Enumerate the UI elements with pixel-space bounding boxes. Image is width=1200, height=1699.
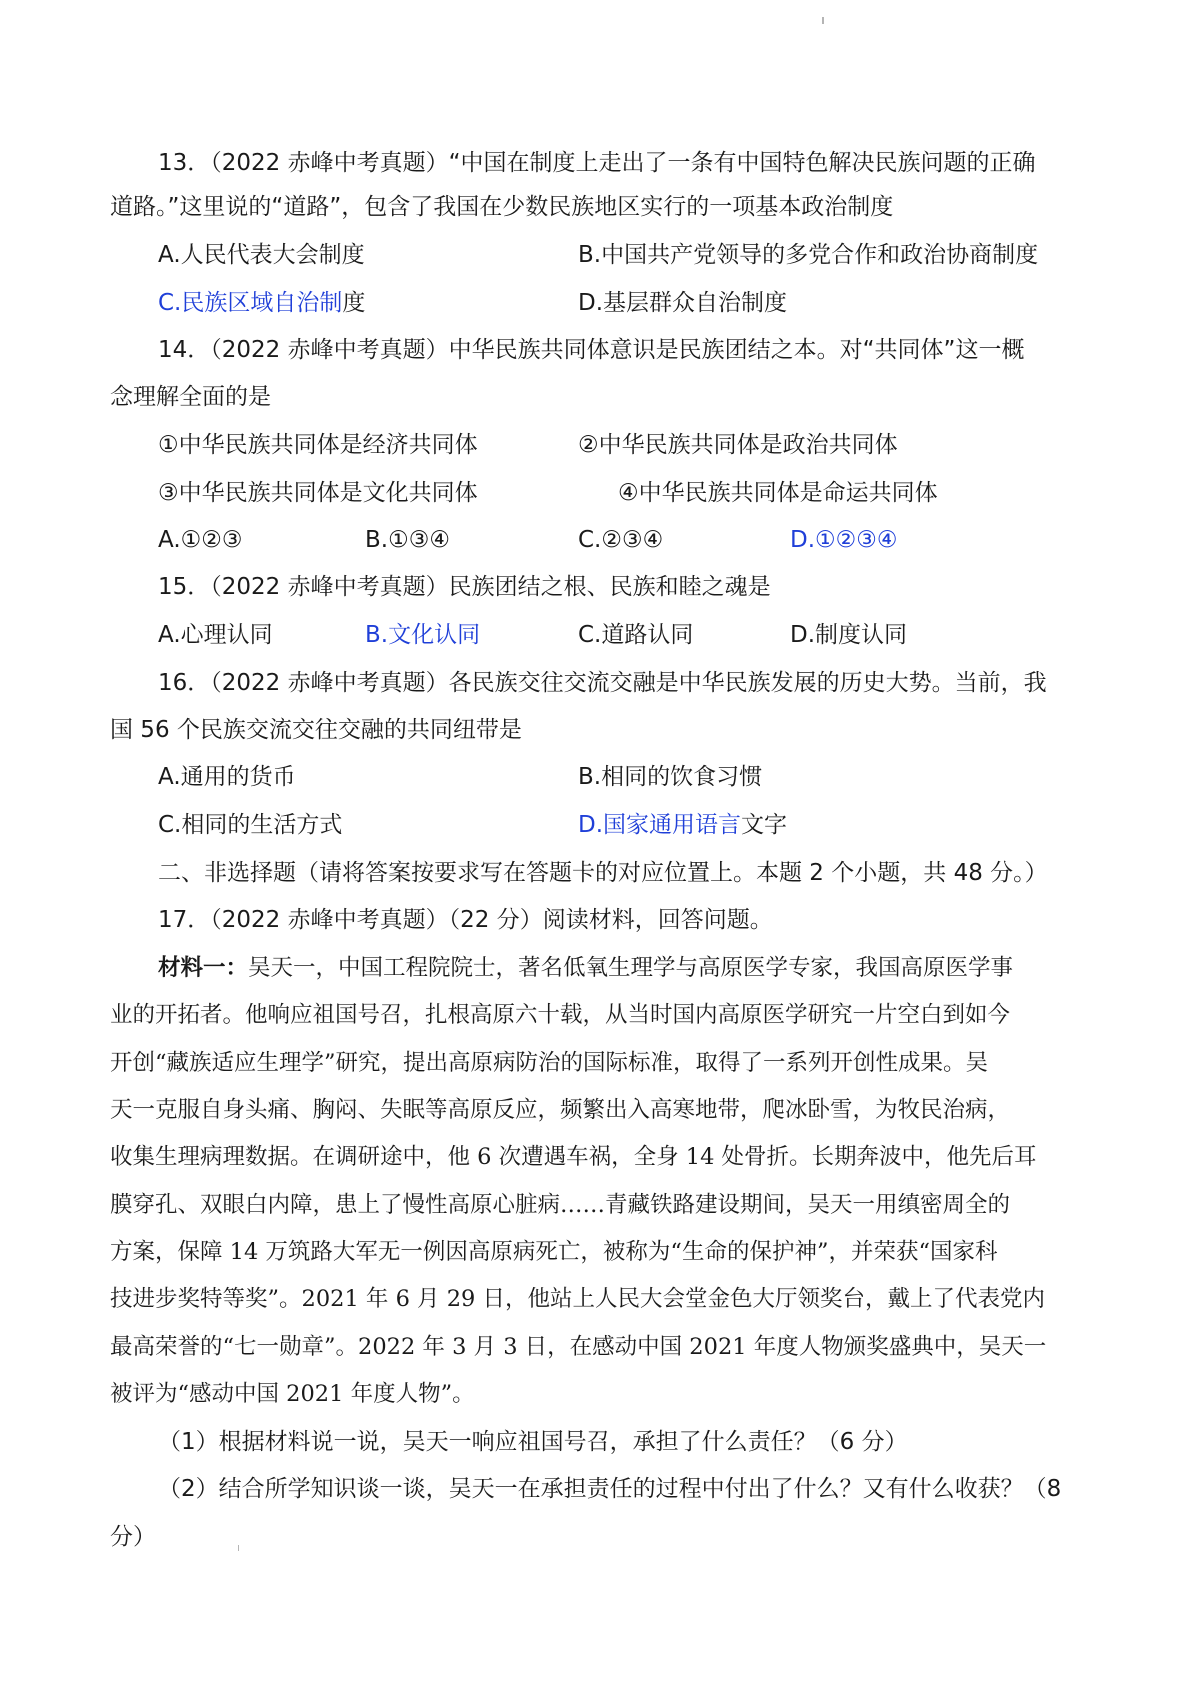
q16-option-c: C.相同的生活方式 [158,812,343,838]
q14-statement-4: ④中华民族共同体是命运共同体 [618,480,938,506]
q14-option-d: D.①②③④ [790,527,898,553]
q14-option-c: C.②③④ [578,527,664,553]
q13-option-d: D.基层群众自治制度 [578,290,788,316]
q14-option-a: A.①②③ [158,527,243,553]
scan-mark [238,1545,239,1551]
q15-option-d: D.制度认同 [790,622,908,648]
q13-option-b: B.中国共产党领导的多党合作和政治协商制度 [578,242,1039,268]
q14-option-b: B.①③④ [365,527,450,553]
q16-option-a: A.通用的货币 [158,764,296,790]
q15-option-c: C.道路认同 [578,622,694,648]
q14-statement-2: ②中华民族共同体是政治共同体 [578,432,898,458]
q14-statement-1: ①中华民族共同体是经济共同体 [158,432,478,458]
q16-option-d: D.国家通用语言文字 [578,812,788,838]
scan-mark [822,17,824,24]
q13-option-a: A.人民代表大会制度 [158,242,365,268]
q14-statement-3: ③中华民族共同体是文化共同体 [158,480,478,506]
q16-option-b: B.相同的饮食习惯 [578,764,763,790]
q15-option-a: A.心理认同 [158,622,273,648]
q15-option-b: B.文化认同 [365,622,481,648]
q13-option-c: C.民族区域自治制度 [158,290,366,316]
material-label: 材料一： [158,955,249,981]
exam-page: 13．（2022 赤峰中考真题）“中国在制度上走出了一条有中国特色解决民族问题的正确 道路。”这里说的“道路”，包含了我国在少数民族地区实行的一项基本政治制度 A.人民代表大会制度 B.中国共产党领导的多党合作和政治协商制度 C.民族区域自治制度 D.基层群众自治制度 14．（2022 赤峰中考真题）中华民族共同体意识是民族团结之本。对“共同体”这一概 念理解全面的是 ①中华民族共同体是经济共同体 ②中华民族共同体是政治共同体 ③中华民族共同体是文化共同体 ④中华民族共同体是命运共同体 A.①②③ B.①③④ C.②③④ D.①②③④ 15．（2022 赤峰中考真题）民族团结之根、民族和睦之魂是 A.心理认同 B.文化认同 C.道路认同 D.制度认同 16．（2022 赤峰中考真题）各民族交往交流交融是中华民族发展的历史大势。当前，我 国 56 个民族交流交往交融的共同纽带是 A.通用的货币 B.相同的饮食习惯 C.相同的生活方式 D.国家通用语言文字 二、非选择题（请将答案按要求写在答题卡的对应位置上。本题 2 个小题，共 48 分。） 17．（2022 赤峰中考真题）（22 分）阅读材料，回答问题。 材料一：吴天一，中国工程院院士，著名低氧生理学与高原医学专家，我国高原医学事 业的开拓者。他响应祖国号召，扎根高原六十载，从当时国内高原医学研究一片空白到如今 开创“藏族适应生理学”研究，提出高原病防治的国际标准，取得了一系列开创性成果。吴 天一克服自身头痛、胸闷、失眠等高原反应，频繁出入高寒地带，爬冰卧雪，为牧民治病， 收集生理病理数据。在调研途中，他 6 次遭遇车祸，全身 14 处骨折。长期奔波中，他先后耳 膜穿孔、双眼白内障，患上了慢性高原心脏病……青藏铁路建设期间，吴天一用缜密周全的 方案，保障 14 万筑路大军无一例因高原病死亡，被称为“生命的保护神”，并荣获“国家科 技进步奖特等奖”。2021 年 6 月 29 日，他站上人民大会堂金色大厅领奖台，戴上了代表党内 最高荣誉的“七一勋章”。2022 年 3 月 3 日，在感动中国 2021 年度人物颁奖盛典中，吴天一 被评为“感动中国 2021 年度人物”。 （1）根据材料说一说，吴天一响应祖国号召，承担了什么责任？（6 分） （2）结合所学知识谈一谈，吴天一在承担责任的过程中付出了什么？又有什么收获？（8 分） [0,0,1200,1699]
